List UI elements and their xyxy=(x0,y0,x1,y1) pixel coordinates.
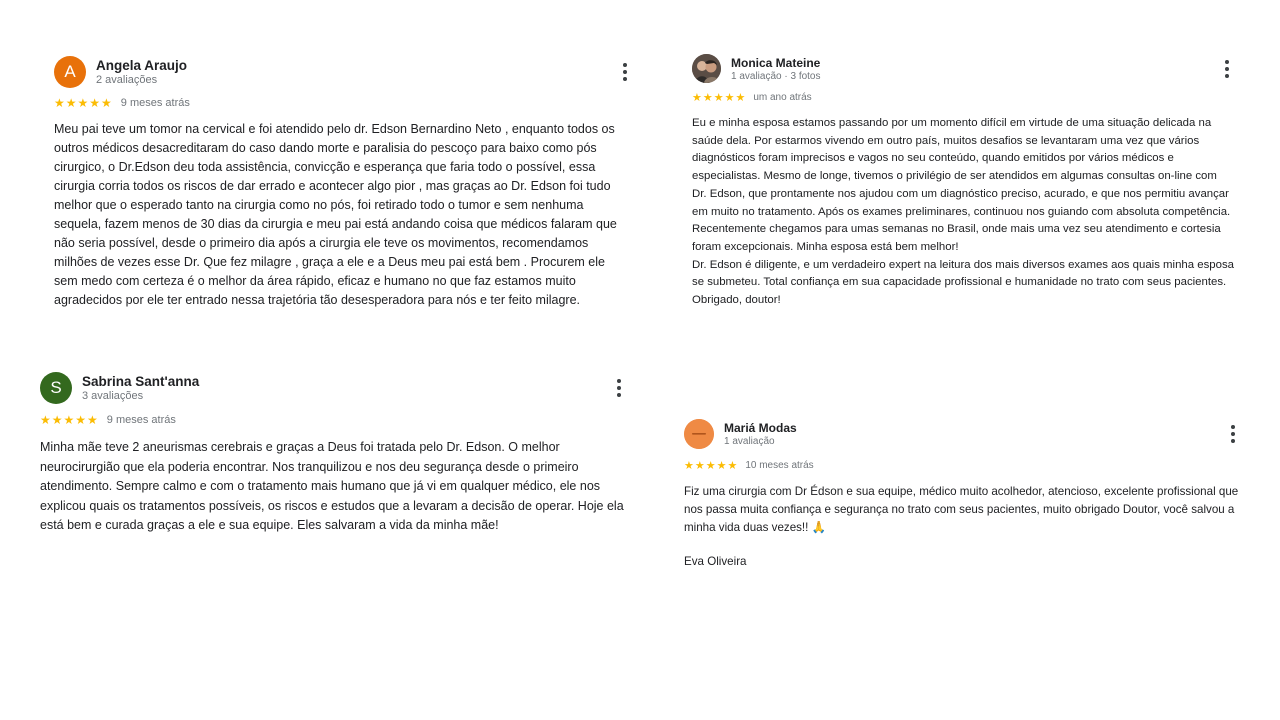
review-text: Minha mãe teve 2 aneurismas cerebrais e graças a Deus foi tratada pelo Dr. Edson. O melhor neurocirurgião que ela poderia encontrar. Nos tranquilizou e nos deu segurança desde o primeiro atendimento. Sempre calmo e com o tratamento mais humano que já vi em qualquer médico, ele nos explicou quais os tratamentos possíveis, os riscos e estudos que a levaram a decisão de operar. Hoje ela está bem e curada graças a ele e sua equipe. Eles salvaram a vida da minha mãe! xyxy=(40,440,624,532)
star-rating: ★★★★★ xyxy=(684,460,739,472)
review-card xyxy=(692,54,1234,310)
star-rating: ★★★★★ xyxy=(692,92,747,104)
rating-row xyxy=(684,459,1240,472)
reviewer-info xyxy=(82,374,199,402)
rating-row xyxy=(692,91,1234,104)
reviewer-meta: 3 avaliações xyxy=(82,390,144,402)
review-time: um ano atrás xyxy=(753,92,812,103)
reviewer-info xyxy=(731,56,821,82)
review-header xyxy=(54,56,632,88)
avatar[interactable]: S xyxy=(40,372,72,404)
reviewer-meta: 2 avaliações xyxy=(96,74,158,86)
rating-row xyxy=(54,96,632,110)
star-rating: ★★★★★ xyxy=(54,96,113,110)
reviewer-info xyxy=(724,421,797,447)
store-logo-icon xyxy=(684,419,714,449)
star-rating: ★★★★★ xyxy=(40,413,99,427)
reviewer-name[interactable]: Sabrina Sant'anna xyxy=(82,374,200,389)
reviewer-meta: 1 avaliação xyxy=(724,436,775,447)
review-text: Fiz uma cirurgia com Dr Édson e sua equipe, médico muito acolhedor, atencioso, excelente profissional que nos passa muita confiança e segurança no trato com seus pacientes, muito obrigado Doutor, você salvou a minha vida duas vezes!! 🙏 xyxy=(684,485,1239,534)
review-signoff: Eva Oliveira xyxy=(684,555,747,568)
profile-photo-icon xyxy=(692,54,721,83)
reviewer-name[interactable]: Mariá Modas xyxy=(724,421,797,435)
review-time: 9 meses atrás xyxy=(120,97,190,109)
reviewer-name[interactable]: Angela Araujo xyxy=(96,58,188,73)
review-card xyxy=(54,56,632,310)
review-card xyxy=(40,372,626,536)
more-options-icon[interactable] xyxy=(1226,423,1240,445)
review-header xyxy=(692,54,1234,83)
avatar[interactable] xyxy=(692,54,721,83)
review-time: 10 meses atrás xyxy=(745,460,814,471)
avatar[interactable] xyxy=(684,419,714,449)
rating-row xyxy=(40,413,626,427)
more-options-icon[interactable] xyxy=(618,61,632,83)
reviewer-info xyxy=(96,58,187,86)
review-time: 9 meses atrás xyxy=(106,414,176,426)
review-header xyxy=(684,419,1240,449)
review-header xyxy=(40,372,626,404)
reviewer-meta: 1 avaliação · 3 fotos xyxy=(731,70,821,82)
reviewer-name[interactable]: Monica Mateine xyxy=(731,55,821,70)
review-text: Meu pai teve um tomor na cervical e foi atendido pelo dr. Edson Bernardino Neto , enquanto todos os outros médicos desacreditaram do caso dando morte e paralisia do pescoço para baixo como pós cirurgico, o Dr.Edson deu toda assistência, convicção e esperança que faria todo o possível, essa cirurgia corria todos os riscos de dar errado e acontecer algo pior , mas graças ao Dr. Edson foi tudo melhor que o esperado tanto na cirurgia como no pós, foi retirado todo o tumor e sem nenhuma sequela, fazem menos de 30 dias da cirurgia e meu pai está andando coisa que médicos falaram que não seria possível, desde o primeiro dia após a cirurgia ele teve os movimentos, recomendamos milhões de vezes esse Dr. Que fez milagre , graça a ele e a Deus meu pai está bem . Procurem ele sem medo com certeza é o melhor da área rápido, eficaz e humano no que faz estamos muito agradecidos por ele ter entrado nessa trajetória tão desesperadora para nós e ter feito milagre. xyxy=(54,122,617,307)
avatar[interactable]: A xyxy=(54,56,86,88)
review-text: Eu e minha esposa estamos passando por um momento difícil em virtude de uma situação delicada na saúde dela. Por estarmos vivendo em outro país, muitos desafios se levantaram uma vez que vários diagnósticos foram imprecisos e vagos no seu conteúdo, quando emitidos por vários médicos e especialistas. Mesmo de longe, tivemos o privilégio de ser atendidos em algumas consultas on-line com Dr. Edson, que prontamente nos ajudou com um diagnóstico preciso, acurado, e que nos permitiu avançar em muito no tratamento. Após os exames preliminares, continuou nos guiando com absoluta competência. Recentemente chegamos para umas semanas no Brasil, onde mais uma vez seu atendimento e cortesia foram excepcionais. Minha esposa está bem melhor! Dr. Edson é diligente, e um verdadeiro expert na leitura dos mais diversos exames aos quais minha esposa se submeteu. Total confiança em sua capacidade profissional e humanidade no trato com seus pacientes. Obrigado, doutor! xyxy=(692,117,1234,307)
more-options-icon[interactable] xyxy=(612,377,626,399)
more-options-icon[interactable] xyxy=(1220,58,1234,80)
review-card xyxy=(684,419,1240,568)
